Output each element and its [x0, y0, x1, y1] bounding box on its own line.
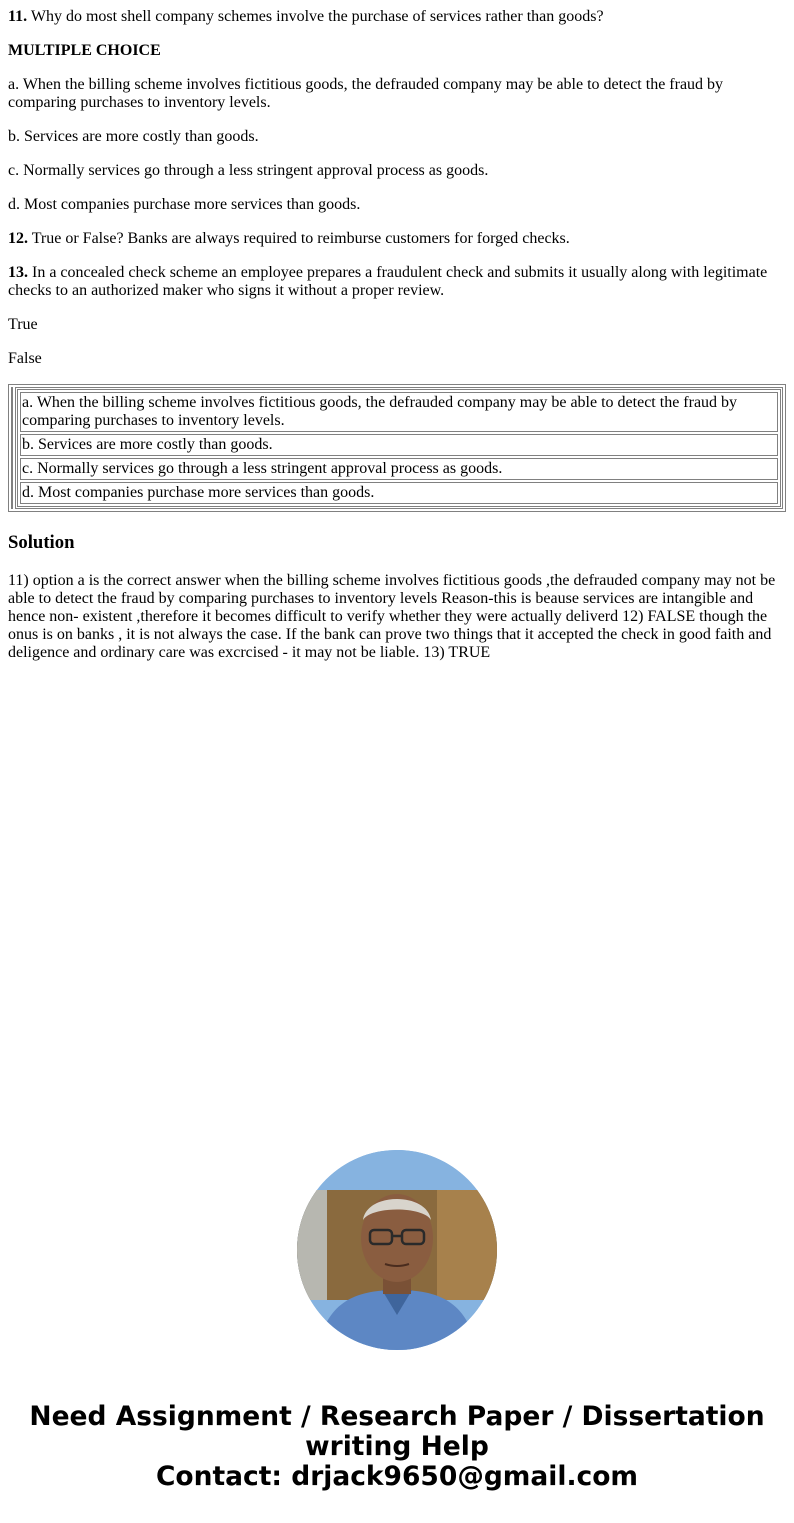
author-avatar — [297, 1150, 497, 1350]
footer-promo — [0, 1150, 794, 1492]
option-c: c. Normally services go through a less stringent approval process as goods. — [8, 162, 489, 179]
multiple-choice-label-text: MULTIPLE CHOICE — [8, 42, 161, 59]
multiple-choice-label — [8, 42, 786, 60]
document-body — [8, 8, 786, 678]
question-13 — [8, 264, 786, 300]
promo-line-2: writing Help — [305, 1431, 489, 1462]
false-option: False — [8, 350, 42, 367]
solution-heading: Solution — [8, 532, 75, 553]
promo-contact: Contact: drjack9650@gmail.com — [155, 1461, 639, 1492]
question-12 — [8, 230, 786, 248]
table-stub-cell — [11, 387, 13, 509]
table-row — [20, 392, 778, 432]
promo-line-1: Need Assignment / Research Paper / Dissertation — [29, 1401, 765, 1432]
question-13-number: 13. — [8, 264, 28, 281]
table-option-a: a. When the billing scheme involves fictitious goods, the defrauded company may be able to detect the fraud by comparing purchases to inventory levels. — [20, 392, 778, 432]
table-row — [11, 387, 783, 509]
inner-options-table — [17, 389, 781, 507]
table-row — [20, 458, 778, 480]
options-table — [8, 384, 786, 512]
question-11 — [8, 8, 786, 26]
table-option-d: d. Most companies purchase more services than goods. — [20, 482, 778, 504]
question-13-text: In a concealed check scheme an employee prepares a fraudulent check and submits it usually along with legitimate checks to an authorized maker who signs it without a proper review. — [8, 264, 768, 299]
table-cell — [15, 387, 783, 509]
option-d: d. Most companies purchase more services than goods. — [8, 196, 361, 213]
question-11-number: 11. — [8, 8, 28, 25]
table-row — [20, 482, 778, 504]
table-option-c: c. Normally services go through a less stringent approval process as goods. — [20, 458, 778, 480]
option-b: b. Services are more costly than goods. — [8, 128, 259, 145]
solution-text: 11) option a is the correct answer when the billing scheme involves fictitious goods ,the defrauded company may not be able to detect the fraud by comparing purchases to inventory levels Reason-this is beause services are intangible and hence non- existent ,therefore it becomes difficult to verify whether they were actually deliverd 12) FALSE though the onus is on banks , it is not always the case. If the bank can prove two things that it accepted the check in good faith and deligence and ordinary care was excrcised - it may not be liable. 13) TRUE — [8, 572, 776, 661]
true-option: True — [8, 316, 38, 333]
promo-text — [0, 1402, 794, 1492]
option-a: a. When the billing scheme involves fictitious goods, the defrauded company may be able to detect the fraud by comparing purchases to inventory levels. — [8, 76, 724, 111]
avatar-photo — [297, 1150, 497, 1350]
table-option-b: b. Services are more costly than goods. — [20, 434, 778, 456]
question-12-number: 12. — [8, 230, 28, 247]
question-12-text: True or False? Banks are always required to reimburse customers for forged checks. — [28, 230, 570, 247]
question-11-text: Why do most shell company schemes involve the purchase of services rather than goods? — [27, 8, 604, 25]
table-row — [20, 434, 778, 456]
